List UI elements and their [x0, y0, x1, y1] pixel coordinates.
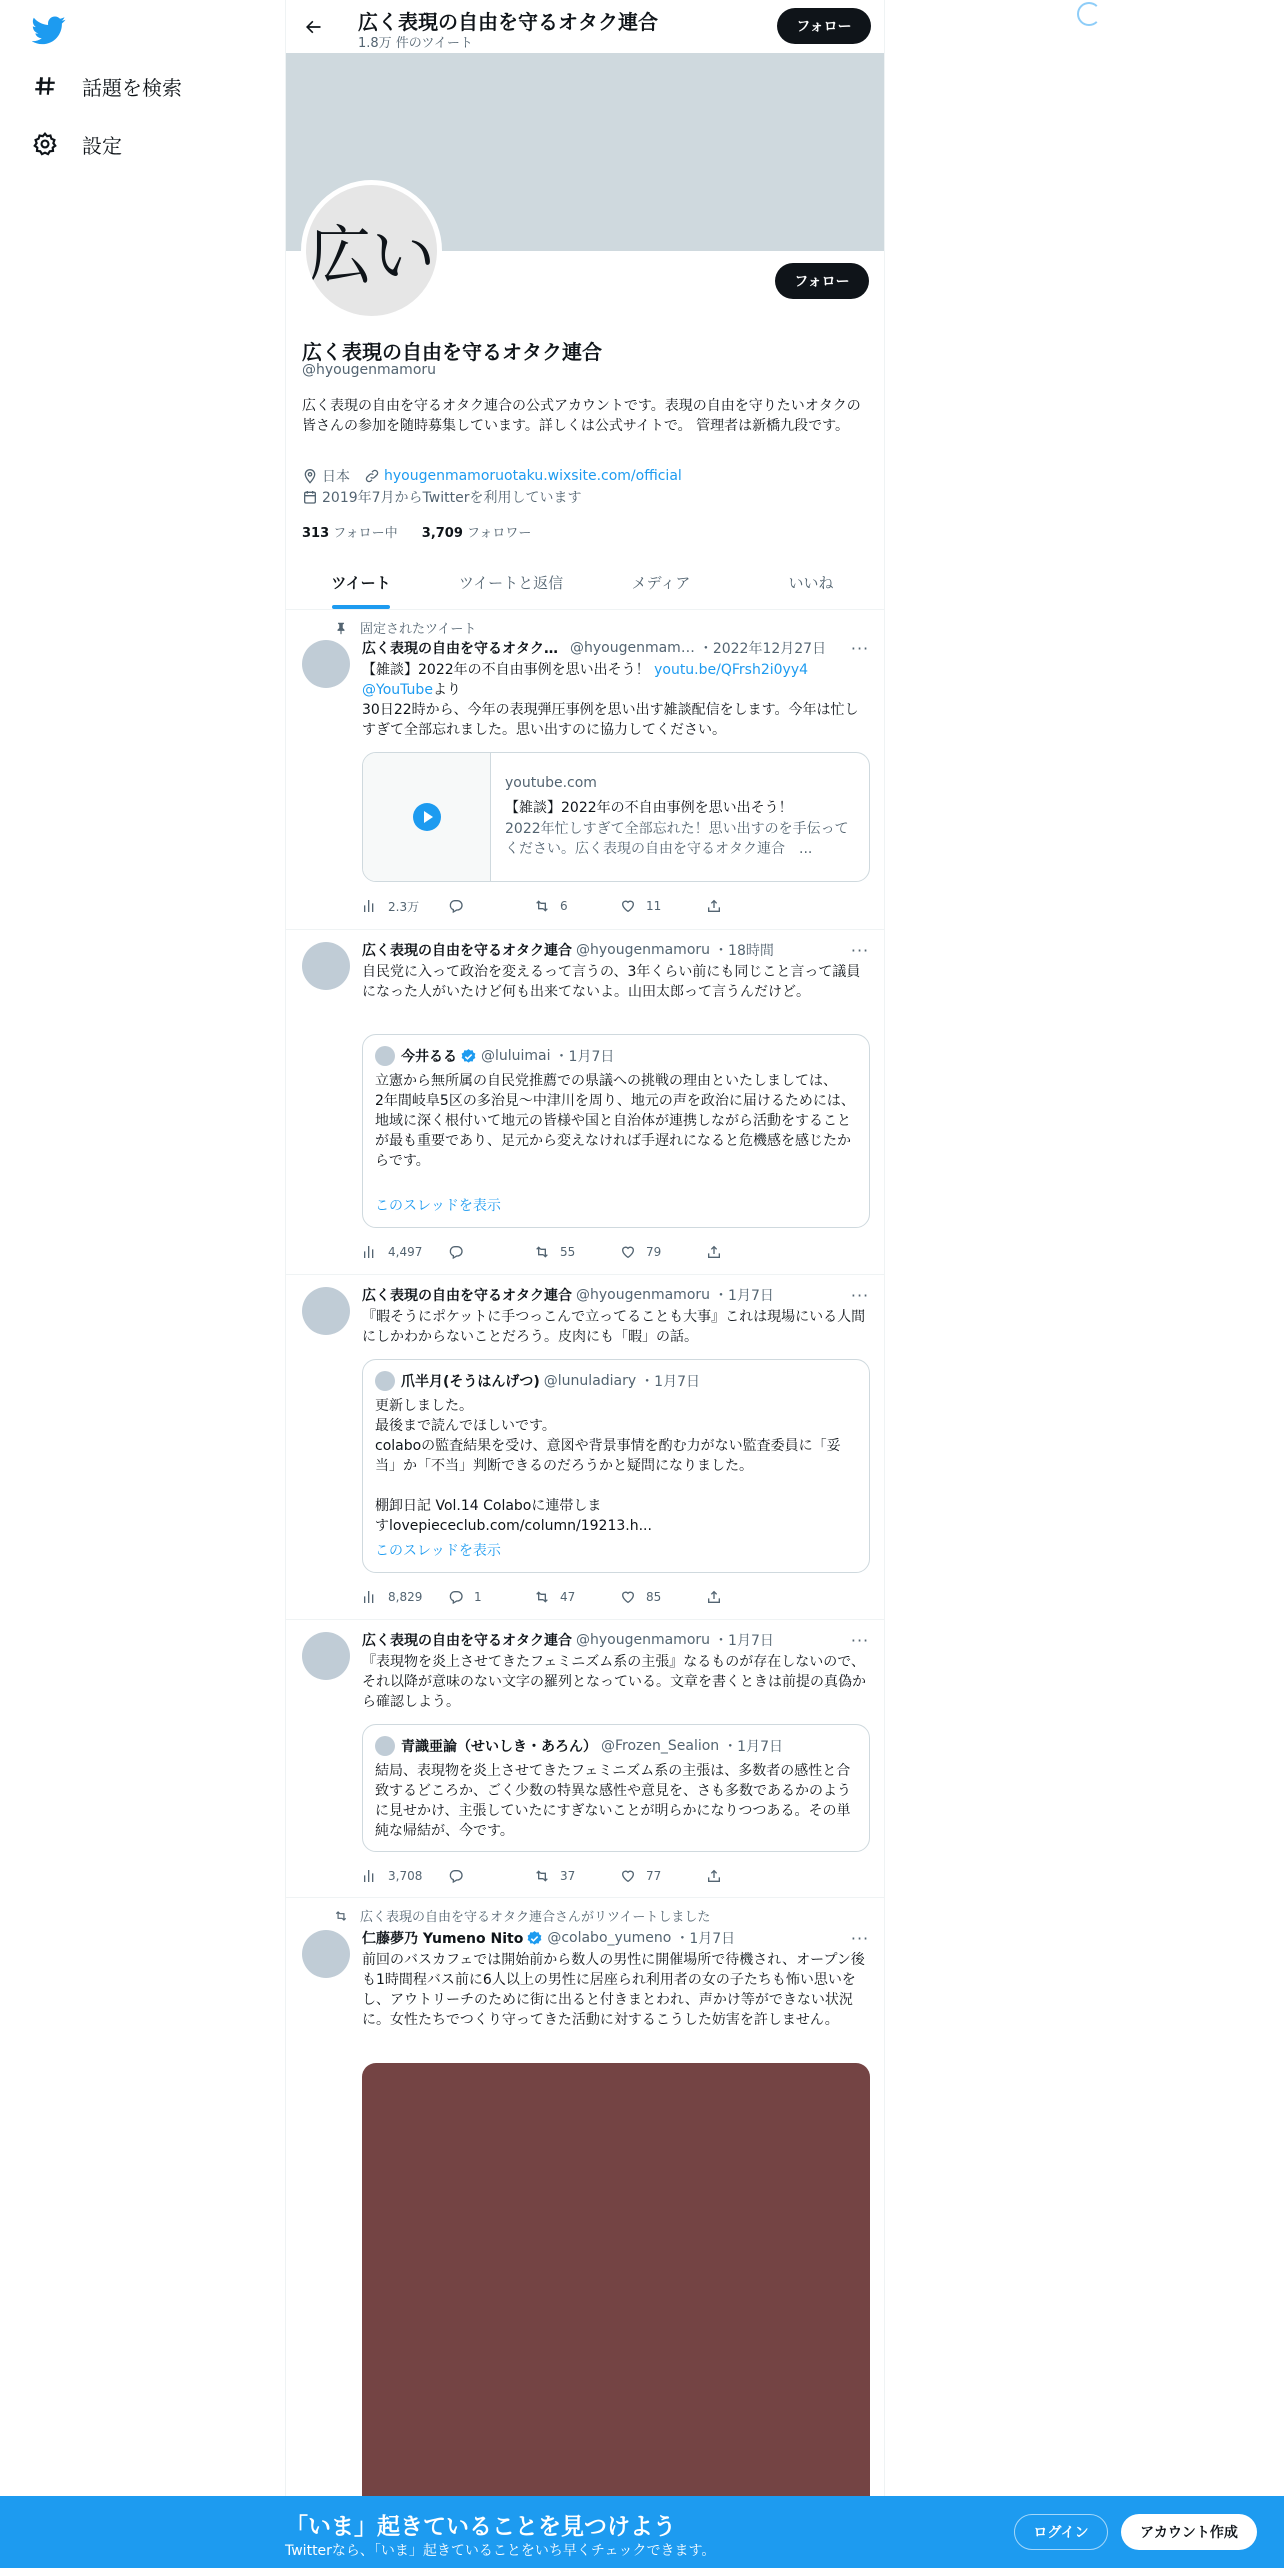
like-action[interactable] — [620, 1866, 706, 1886]
views-action[interactable] — [362, 896, 448, 916]
views-count: 8,829 — [388, 1590, 423, 1604]
reply-action[interactable] — [448, 1242, 534, 1262]
quote-text: 立憲から無所属の自民党推薦での県議への挑戦の理由といたしましては、 2年間岐阜5区の多治見〜中津川を周り、地元の声を政治に届けるためには、地域に深く根付いて地元の皆様や国と自治体が連携しながら活動をすることが最も重要であり、足元から変えなければ手遅れになると危機感を感じたからです。 — [375, 1073, 855, 1169]
avatar[interactable] — [302, 640, 350, 688]
avatar-text: 広い — [307, 219, 436, 294]
more-icon[interactable]: ··· — [850, 638, 870, 658]
retweeted-label — [334, 1906, 710, 1925]
gear-icon — [32, 131, 58, 157]
retweet-count: 47 — [560, 1590, 576, 1604]
tweet[interactable] — [286, 930, 885, 1275]
views-icon — [362, 1589, 378, 1605]
retweet-icon — [534, 898, 550, 914]
retweet-action[interactable] — [534, 1866, 620, 1886]
tweet-text-body: 30日22時から、今年の表現弾圧事例を思い出す雑談配信をします。今年は忙しすぎて全部忘れました。思い出すのに協力してください。 — [362, 702, 859, 738]
like-count: 79 — [646, 1245, 662, 1259]
profile-meta — [302, 466, 682, 486]
quote-author-handle: @luluimai — [481, 1048, 551, 1064]
tweet-time[interactable]: ・18時間 — [714, 943, 774, 959]
pin-icon — [334, 621, 348, 635]
author-name[interactable]: 仁藤夢乃 Yumeno Nito — [362, 1931, 524, 1947]
tweet-text — [362, 660, 870, 740]
tab-tweets[interactable]: ツイート — [286, 556, 436, 609]
quote-tweet[interactable] — [362, 1034, 870, 1228]
tweet-actions — [362, 1587, 792, 1607]
show-thread-link[interactable]: このスレッドを表示 — [375, 1543, 501, 1559]
views-count: 2.3万 — [388, 899, 420, 914]
share-action[interactable] — [706, 896, 736, 916]
views-action[interactable] — [362, 1866, 448, 1886]
loading-spinner-icon — [1077, 2, 1101, 26]
retweet-count: 6 — [560, 899, 568, 913]
profile-joined: 2019年7月からTwitterを利用しています — [322, 490, 582, 506]
views-action[interactable] — [362, 1587, 448, 1607]
author-name[interactable]: 広く表現の自由を守るオタク… — [362, 641, 558, 657]
followers-count[interactable]: 3,709 — [421, 526, 463, 541]
quote-header — [375, 1046, 614, 1066]
tweet-count: 1.8万 件のツイート — [358, 36, 473, 51]
pinned-label — [334, 618, 476, 637]
tweet-mention[interactable]: @YouTube — [362, 682, 433, 698]
views-count: 3,708 — [388, 1869, 423, 1883]
profile-handle: @hyougenmamoru — [302, 362, 437, 378]
arrow-left-icon — [303, 17, 323, 37]
quote-author-name: 爪半月(そうはんげつ) — [401, 1374, 540, 1390]
tweet-header — [362, 1285, 834, 1305]
card-description: 2022年忙しすぎて全部忘れた！思い出すのを手伝ってください。広く表現の自由を守るオタク連合 ... — [505, 821, 849, 857]
avatar[interactable] — [302, 942, 350, 990]
link-icon — [364, 468, 380, 484]
pinned-text: 固定されたツイート — [360, 622, 477, 637]
tweet-media-image[interactable] — [362, 2063, 870, 2500]
like-action[interactable] — [620, 896, 706, 916]
tab-likes[interactable]: いいね — [788, 574, 834, 592]
tweet-text: 『暇そうにポケットに手つっこんで立ってることも大事』これは現場にいる人間にしかわからないことだろう。皮肉にも「暇」の話。 — [362, 1309, 866, 1345]
verified-badge-icon — [460, 1048, 477, 1065]
tweet-link[interactable]: youtu.be/QFrsh2i0yy4 — [654, 662, 809, 678]
following-label[interactable]: フォロー中 — [333, 526, 398, 541]
quote-time: ・1月7日 — [640, 1374, 700, 1390]
main-column — [285, 0, 885, 2500]
retweeted-text: 広く表現の自由を守るオタク連合さんがリツイートしました — [360, 1910, 711, 1925]
retweet-icon — [534, 1244, 550, 1260]
tweet-actions — [362, 896, 792, 916]
tweet-pinned[interactable] — [286, 610, 885, 930]
reply-count: 1 — [474, 1590, 482, 1604]
heart-icon — [620, 898, 636, 914]
like-count: 77 — [646, 1869, 662, 1883]
share-action[interactable] — [706, 1587, 736, 1607]
signup-banner — [0, 2496, 1284, 2568]
author-handle[interactable]: @hyougenmam… — [570, 640, 695, 656]
author-name[interactable]: 広く表現の自由を守るオタク連合 — [362, 1633, 572, 1649]
tweet-header — [362, 638, 834, 658]
quote-author-handle: @Frozen_Sealion — [601, 1738, 720, 1754]
retweet-count: 37 — [560, 1869, 576, 1883]
reply-icon — [448, 898, 464, 914]
avatar[interactable] — [302, 1287, 350, 1335]
like-action[interactable] — [620, 1242, 706, 1262]
tweet-time[interactable]: ・1月7日 — [675, 1931, 736, 1947]
tweet-text-post: より — [432, 682, 461, 698]
quote-author-name: 青識亜論（せいしき・あろん） — [401, 1739, 597, 1755]
login-button[interactable]: ログイン — [1014, 2514, 1108, 2550]
quote-avatar — [375, 1371, 395, 1391]
back-button[interactable] — [298, 12, 328, 42]
like-count: 85 — [646, 1590, 662, 1604]
share-action[interactable] — [706, 1866, 736, 1886]
reply-action[interactable] — [448, 1587, 534, 1607]
reply-icon — [448, 1244, 464, 1260]
nav-explore[interactable] — [32, 64, 182, 108]
page-title: 広く表現の自由を守るオタク連合 — [358, 10, 658, 34]
views-count: 4,497 — [388, 1245, 423, 1259]
quote-time: ・1月7日 — [554, 1049, 615, 1065]
link-card[interactable] — [362, 752, 870, 882]
more-icon[interactable]: ··· — [850, 1285, 870, 1305]
quote-avatar — [375, 1736, 395, 1756]
verified-badge-icon — [526, 1930, 543, 1947]
nav-settings-label: 設定 — [82, 133, 122, 158]
following-count[interactable]: 313 — [302, 526, 330, 541]
play-icon — [412, 802, 442, 832]
profile-name: 広く表現の自由を守るオタク連合 — [302, 340, 602, 364]
retweet-count: 55 — [560, 1245, 576, 1259]
tweet-text: 自民党に入って政治を変えるって言うの、3年くらい前にも同じこと言って議員になった人がいたけど何も出来てないよ。山田太郎って言うんだけど。 — [362, 964, 861, 1000]
retweet-action[interactable] — [534, 896, 620, 916]
reply-icon — [448, 1868, 464, 1884]
tweet-text: 前回のバスカフェでは開始前から数人の男性に開催場所で待機され、オープン後も1時間程バス前に6人以上の男性に居座られ利用者の女の子たちも怖い思いをし、アウトリーチのために街に出ると付きまとわれ、声かけ等ができない状況に。女性たちでつくり守ってきた活動に対するこうした妨害を許しません。 — [362, 1952, 865, 2028]
share-action[interactable] — [706, 1242, 736, 1262]
twitter-bird-icon[interactable] — [32, 12, 66, 46]
tweet-retweeted[interactable] — [286, 1898, 885, 2500]
author-handle[interactable]: @hyougenmamoru — [576, 942, 711, 958]
nav-settings[interactable] — [32, 122, 122, 166]
retweet-icon — [534, 1868, 550, 1884]
retweet-action[interactable] — [534, 1242, 620, 1262]
quote-tweet[interactable] — [362, 1359, 870, 1573]
profile-stats — [302, 522, 551, 541]
card-title: 【雑談】2022年の不自由事例を思い出そう！ — [505, 800, 793, 816]
signup-banner-subtitle: Twitterなら、「いま」起きていることをいち早くチェックできます。 — [285, 2543, 716, 2559]
tweet[interactable] — [286, 1620, 885, 1898]
reply-action[interactable] — [448, 896, 534, 916]
heart-icon — [620, 1868, 636, 1884]
profile-website-link[interactable]: hyougenmamoruotaku.wixsite.com/official — [384, 468, 682, 484]
retweet-action[interactable] — [534, 1587, 620, 1607]
quote-author-handle: @lunuladiary — [543, 1373, 637, 1389]
tweet-header — [362, 1630, 834, 1650]
tweet-actions — [362, 1866, 792, 1886]
tab-media[interactable]: メディア — [631, 574, 691, 592]
tweet-text-pre: 【雑談】2022年の不自由事例を思い出そう！ — [362, 662, 650, 678]
profile-bio: 広く表現の自由を守るオタク連合の公式アカウントです。表現の自由を守りたいオタクの皆さんの参加を随時募集しています。詳しくは公式サイトで。 管理者は新橋九段です。 — [302, 398, 861, 434]
views-icon — [362, 1244, 378, 1260]
nav-explore-label: 話題を検索 — [82, 75, 182, 100]
quote-tweet[interactable] — [362, 1724, 870, 1852]
follow-button[interactable]: フォロー — [775, 263, 869, 299]
profile-avatar[interactable] — [301, 180, 442, 321]
tweet-actions — [362, 1242, 792, 1262]
more-icon[interactable]: ··· — [850, 940, 870, 960]
heart-icon — [620, 1589, 636, 1605]
like-action[interactable] — [620, 1587, 706, 1607]
signup-button[interactable]: アカウント作成 — [1121, 2514, 1257, 2550]
heart-icon — [620, 1244, 636, 1260]
signup-banner-title: 「いま」起きていることを見つけよう — [285, 2514, 676, 2540]
quote-time: ・1月7日 — [723, 1739, 784, 1755]
share-icon — [706, 1244, 722, 1260]
avatar[interactable] — [302, 1632, 350, 1680]
tweet-header — [362, 1928, 834, 1948]
hashtag-icon — [32, 73, 58, 99]
quote-text: 結局、表現物を炎上させてきたフェミニズム系の主張は、多数者の感性と合致するどころか、ごく少数の特異な感性や意見を、さも多数であるかのように見せかけ、主張していたにすぎないことが明らかになりつつある。その単純な帰結が、今です。 — [375, 1763, 851, 1839]
tweet-time[interactable]: ・2022年12月27日 — [698, 641, 827, 657]
card-domain: youtube.com — [505, 775, 597, 791]
quote-header — [375, 1371, 700, 1391]
profile-joined-row — [302, 487, 581, 507]
location-icon — [302, 468, 318, 484]
like-count: 11 — [646, 899, 662, 913]
reply-icon — [448, 1589, 464, 1605]
author-name[interactable]: 広く表現の自由を守るオタク連合 — [362, 1288, 572, 1304]
card-thumbnail — [363, 753, 491, 881]
reply-action[interactable] — [448, 1866, 534, 1886]
followers-label[interactable]: フォロワー — [467, 526, 532, 541]
profile-tabs — [286, 556, 885, 610]
tweet-time[interactable]: ・1月7日 — [714, 1633, 774, 1649]
author-name[interactable]: 広く表現の自由を守るオタク連合 — [362, 943, 572, 959]
quote-text: 更新しました。 最後まで読んでほしいです。 colaboの監査結果を受け、意図や背景事情を酌む力がない監査委員に「妥当」か「不当」判断できるのだろうかと疑問になりました。 棚卸日記 Vol.14 Colaboに連帯しま すlovepiececlub.com/column/19213.h... — [375, 1398, 841, 1534]
tweet[interactable] — [286, 1275, 885, 1620]
profile-location: 日本 — [322, 469, 350, 485]
views-action[interactable] — [362, 1242, 448, 1262]
author-handle[interactable]: @hyougenmamoru — [576, 1632, 711, 1648]
tweet-header — [362, 940, 834, 960]
share-icon — [706, 1589, 722, 1605]
author-handle[interactable]: @colabo_yumeno — [547, 1930, 672, 1946]
show-thread-link[interactable]: このスレッドを表示 — [375, 1198, 501, 1214]
author-handle[interactable]: @hyougenmamoru — [576, 1287, 711, 1303]
quote-author-name: 今井るる — [401, 1049, 457, 1065]
retweet-icon — [334, 1909, 348, 1923]
tab-tweets-replies[interactable]: ツイートと返信 — [458, 574, 564, 592]
quote-header — [375, 1736, 783, 1756]
retweet-icon — [534, 1589, 550, 1605]
avatar[interactable] — [302, 1930, 350, 1978]
share-icon — [706, 898, 722, 914]
calendar-icon — [302, 489, 318, 505]
tweet-time[interactable]: ・1月7日 — [714, 1288, 774, 1304]
views-icon — [362, 898, 378, 914]
follow-button-top[interactable]: フォロー — [777, 8, 871, 44]
share-icon — [706, 1868, 722, 1884]
quote-avatar — [375, 1046, 395, 1066]
top-bar — [286, 0, 885, 53]
tweet-text: 『表現物を炎上させてきたフェミニズム系の主張』なるものが存在しないので、それ以降が意味のない文字の羅列となっている。文章を書くときは前提の真偽から確認しよう。 — [362, 1654, 866, 1710]
more-icon[interactable]: ··· — [850, 1630, 870, 1650]
views-icon — [362, 1868, 378, 1884]
more-icon[interactable]: ··· — [850, 1928, 870, 1948]
left-nav — [0, 0, 285, 2500]
